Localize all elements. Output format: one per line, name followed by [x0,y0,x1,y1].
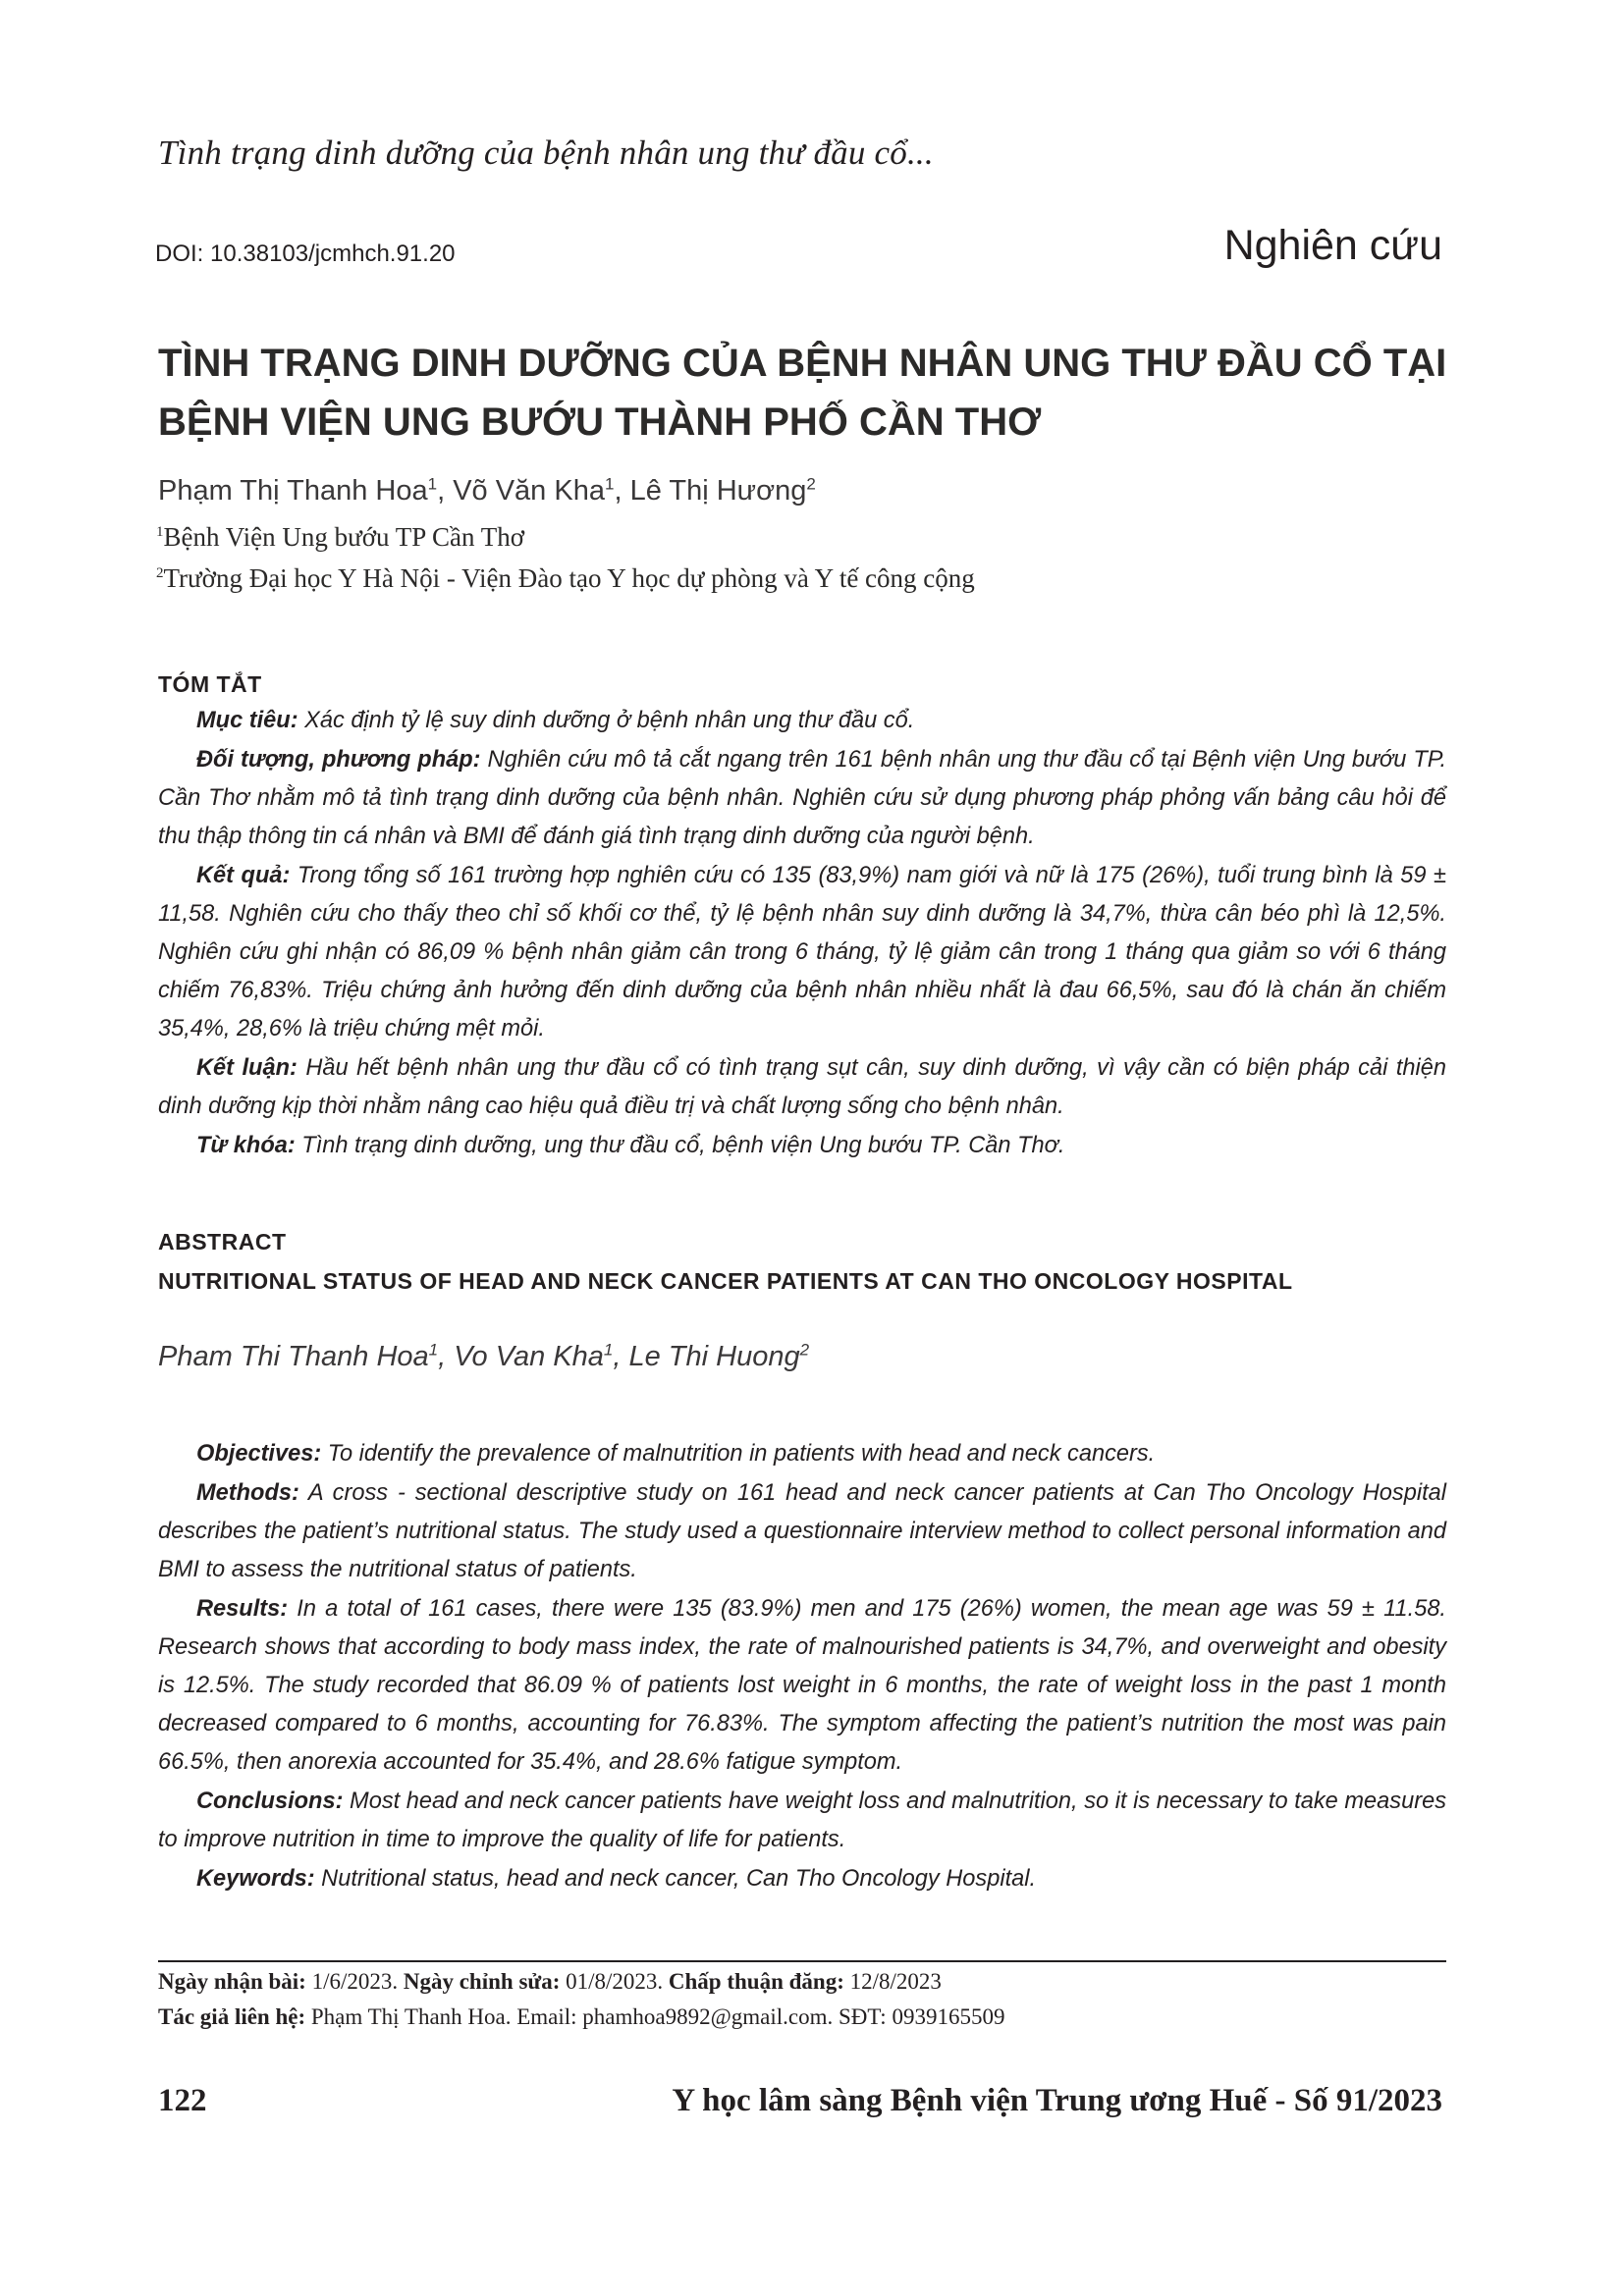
paragraph-label: Results: [196,1596,289,1622]
author-list [158,475,816,507]
revised-label: Ngày chỉnh sửa: [403,1969,561,1994]
affiliation-1 [156,522,524,553]
author-affiliation-mark: 2 [806,474,816,494]
running-header: Tình trạng dinh dưỡng của bệnh nhân ung thư đầu cổ... [158,133,934,172]
received-label: Ngày nhận bài: [158,1969,306,1994]
footnote-contact [158,2004,1004,2030]
abstract-results [158,1590,1446,1782]
paper-title [158,334,1454,452]
author-name: Le Thi Huong [628,1341,800,1372]
author-affiliation-mark: 1 [428,1340,439,1360]
author-name: Lê Thị Hương [629,475,807,507]
english-author-list [158,1341,809,1373]
paragraph-label: Kết quả: [196,863,291,888]
page-number: 122 [158,2083,207,2118]
contact-label: Tác giả liên hệ: [158,2004,306,2029]
paragraph-text: Nghiên cứu mô tả cắt ngang trên 161 bệnh nhân ung thư đầu cổ tại Bệnh viện Ung bướu TP. Cần Thơ nhằm mô tả tình trạng dinh dưỡng của bệnh nhân. Nghiên cứu sử dụng phương pháp phỏng vấn bảng câu hỏi để thu thập thông tin cá nhân và BMI để đánh giá tình trạng dinh dưỡng của người bệnh. [158,747,1446,849]
affiliation-number: 1 [156,524,164,540]
paragraph-label: Từ khóa: [196,1133,296,1158]
affiliation-number: 2 [156,565,164,581]
author-name: Pham Thi Thanh Hoa [158,1341,429,1372]
author-name: Võ Văn Kha [453,475,605,507]
tomtat-objective [158,702,1446,740]
tomtat-body [158,702,1446,1166]
tomtat-heading: TÓM TẮT [158,671,262,697]
affiliation-text: Trường Đại học Y Hà Nội - Viện Đào tạo Y học dự phòng và Y tế công cộng [163,563,975,593]
paragraph-text: Trong tổng số 161 trường hợp nghiên cứu có 135 (83,9%) nam giới và nữ là 175 (26%), tuổi trung bình là 59 ± 11,58. Nghiên cứu cho thấy theo chỉ số khối cơ thể, tỷ lệ bệnh nhân suy dinh dưỡng là 34,7%, thừa cân béo phì là 12,5%. Nghiên cứu ghi nhận có 86,09 % bệnh nhân giảm cân trong 6 tháng, tỷ lệ giảm cân trong 1 tháng qua giảm so với 6 tháng chiếm 76,83%. Triệu chứng ảnh hưởng đến dinh dưỡng của bệnh nhân nhiều nhất là đau 66,5%, sau đó là chán ăn chiếm 35,4%, 28,6% là triệu chứng mệt mỏi. [158,863,1446,1041]
contact-details: Phạm Thị Thanh Hoa. Email: phamhoa9892@gmail.com. SĐT: 0939165509 [305,2004,1005,2029]
paragraph-text: Xác định tỷ lệ suy dinh dưỡng ở bệnh nhân ung thư đầu cổ. [298,708,915,733]
tomtat-conclusions [158,1049,1446,1126]
paragraph-label: Objectives: [196,1441,322,1467]
affiliation-text: Bệnh Viện Ung bướu TP Cần Thơ [163,522,525,552]
paragraph-label: Methods: [196,1480,299,1506]
abstract-heading: ABSTRACT [158,1229,287,1255]
paragraph-label: Keywords: [196,1866,315,1892]
title-line-1: TÌNH TRẠNG DINH DƯỠNG CỦA BỆNH NHÂN UNG THƯ ĐẦU CỔ TẠI [158,342,1447,385]
paragraph-text: To identify the prevalence of malnutrition in patients with head and neck cancers. [321,1441,1156,1467]
paragraph-label: Mục tiêu: [196,708,298,733]
paragraph-text: A cross - sectional descriptive study on 161 head and neck cancer patients at Can Tho Oncology Hospital describes the patient’s nutritional status. The study used a questionnaire interview method to collect personal information and BMI to assess the nutritional status of patients. [158,1480,1446,1582]
paragraph-label: Kết luận: [196,1055,298,1081]
accepted-date: 12/8/2023 [843,1969,942,1994]
abstract-title: NUTRITIONAL STATUS OF HEAD AND NECK CANCER PATIENTS AT CAN THO ONCOLOGY HOSPITAL [158,1268,1293,1294]
footnote-divider [158,1960,1446,1962]
author-separator: , [437,475,454,507]
author-affiliation-mark: 1 [603,1340,614,1360]
accepted-label: Chấp thuận đăng: [668,1969,844,1994]
abstract-body [158,1435,1446,1899]
author-separator: , [438,1341,455,1372]
author-name: Phạm Thị Thanh Hoa [158,475,428,507]
revised-date: 01/8/2023. [560,1969,669,1994]
received-date: 1/6/2023. [305,1969,404,1994]
abstract-conclusions [158,1783,1446,1859]
author-affiliation-mark: 1 [427,474,438,494]
paragraph-text: Tình trạng dinh dưỡng, ung thư đầu cổ, bệnh viện Ung bướu TP. Cần Thơ. [295,1133,1065,1158]
author-name: Vo Van Kha [454,1341,604,1372]
paragraph-text: Most head and neck cancer patients have weight loss and malnutrition, so it is necessary to take measures to improve nutrition in time to improve the quality of life for patients. [158,1789,1446,1852]
abstract-objectives [158,1435,1446,1473]
title-line-2: BỆNH VIỆN UNG BƯỚU THÀNH PHỐ CẦN THƠ [158,400,1042,444]
paragraph-label: Conclusions: [196,1789,344,1814]
affiliation-2 [156,563,975,594]
paragraph-label: Đối tượng, phương pháp: [196,747,481,773]
footnote-dates [158,1969,942,1995]
doi: DOI: 10.38103/jcmhch.91.20 [155,240,456,267]
paragraph-text: In a total of 161 cases, there were 135 (83.9%) men and 175 (26%) women, the mean age was 59 ± 11.58. Research shows that according to body mass index, the rate of malnourished patients is 34,7%, and overweight and obesity is 12.5%. The study recorded that 86.09 % of patients lost weight in 6 months, the rate of weight loss in the past 1 month decreased compared to 6 months, accounting for 76.83%. The symptom affecting the patient’s nutrition the most was pain 66.5%, then anorexia accounted for 35.4%, and 28.6% fatigue symptom. [158,1596,1446,1775]
author-separator: , [613,1341,629,1372]
journal-footer: Y học lâm sàng Bệnh viện Trung ương Huế - Số 91/2023 [672,2083,1442,2118]
tomtat-keywords [158,1127,1446,1165]
author-affiliation-mark: 1 [604,474,615,494]
author-affiliation-mark: 2 [799,1340,810,1360]
abstract-keywords [158,1860,1446,1898]
abstract-methods [158,1474,1446,1589]
author-separator: , [614,475,630,507]
section-label: Nghiên cứu [1223,222,1442,269]
tomtat-results [158,857,1446,1048]
tomtat-methods [158,741,1446,856]
paragraph-text: Nutritional status, head and neck cancer, Can Tho Oncology Hospital. [314,1866,1037,1892]
paragraph-text: Hầu hết bệnh nhân ung thư đầu cổ có tình trạng sụt cân, suy dinh dưỡng, vì vậy cần có biện pháp cải thiện dinh dưỡng kịp thời nhằm nâng cao hiệu quả điều trị và chất lượng sống cho bệnh nhân. [158,1055,1446,1119]
